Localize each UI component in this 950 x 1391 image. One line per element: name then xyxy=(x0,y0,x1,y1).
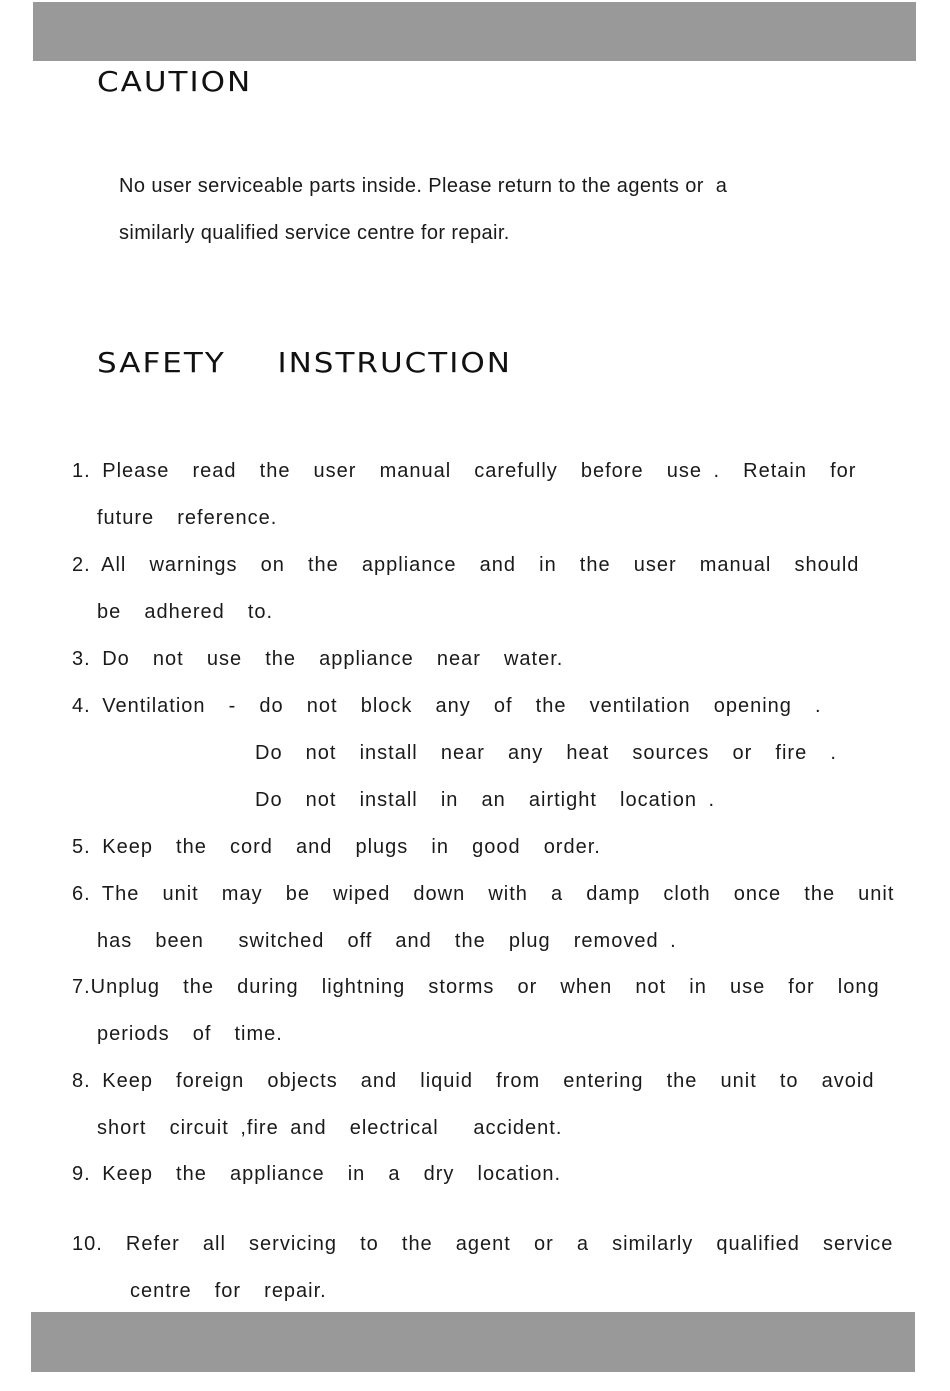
instruction-item-1: 1. Please read the user manual carefully before use . Retain for xyxy=(72,460,857,482)
instruction-item-7: 7.Unplug the during lightning storms or when not in use for long xyxy=(72,976,880,998)
instruction-item-2-continued: be adhered to. xyxy=(97,601,274,623)
caution-text-line: similarly qualified service centre for repair. xyxy=(119,222,510,244)
instruction-item-7-continued: periods of time. xyxy=(97,1023,283,1045)
instruction-item-2: 2. All warnings on the appliance and in the user manual should xyxy=(72,554,860,576)
instruction-item-6: 6. The unit may be wiped down with a damp cloth once the unit xyxy=(72,883,895,905)
instruction-item-10: 10. Refer all servicing to the agent or a similarly qualified service xyxy=(72,1233,894,1255)
instruction-item-8: 8. Keep foreign objects and liquid from entering the unit to avoid xyxy=(72,1070,875,1092)
instruction-item-4-continued: Do not install in an airtight location . xyxy=(255,789,716,811)
footer-band xyxy=(31,1312,915,1372)
instruction-item-1-continued: future reference. xyxy=(97,507,278,529)
instruction-item-9: 9. Keep the appliance in a dry location. xyxy=(72,1163,562,1185)
header-band xyxy=(33,2,916,61)
caution-heading: CAUTION xyxy=(97,66,253,99)
instruction-item-3: 3. Do not use the appliance near water. xyxy=(72,648,564,670)
instruction-item-6-continued: has been switched off and the plug removed . xyxy=(97,930,677,952)
instruction-item-4-continued: Do not install near any heat sources or fire . xyxy=(255,742,837,764)
safety-instruction-heading: SAFETY INSTRUCTION xyxy=(97,347,512,380)
instruction-item-4: 4. Ventilation - do not block any of the ventilation opening . xyxy=(72,695,822,717)
instruction-item-5: 5. Keep the cord and plugs in good order. xyxy=(72,836,601,858)
instruction-item-10-continued: centre for repair. xyxy=(130,1280,327,1302)
caution-text-line: No user serviceable parts inside. Please return to the agents or a xyxy=(119,175,728,197)
instruction-item-8-continued: short circuit ,fire and electrical accident. xyxy=(97,1117,563,1139)
